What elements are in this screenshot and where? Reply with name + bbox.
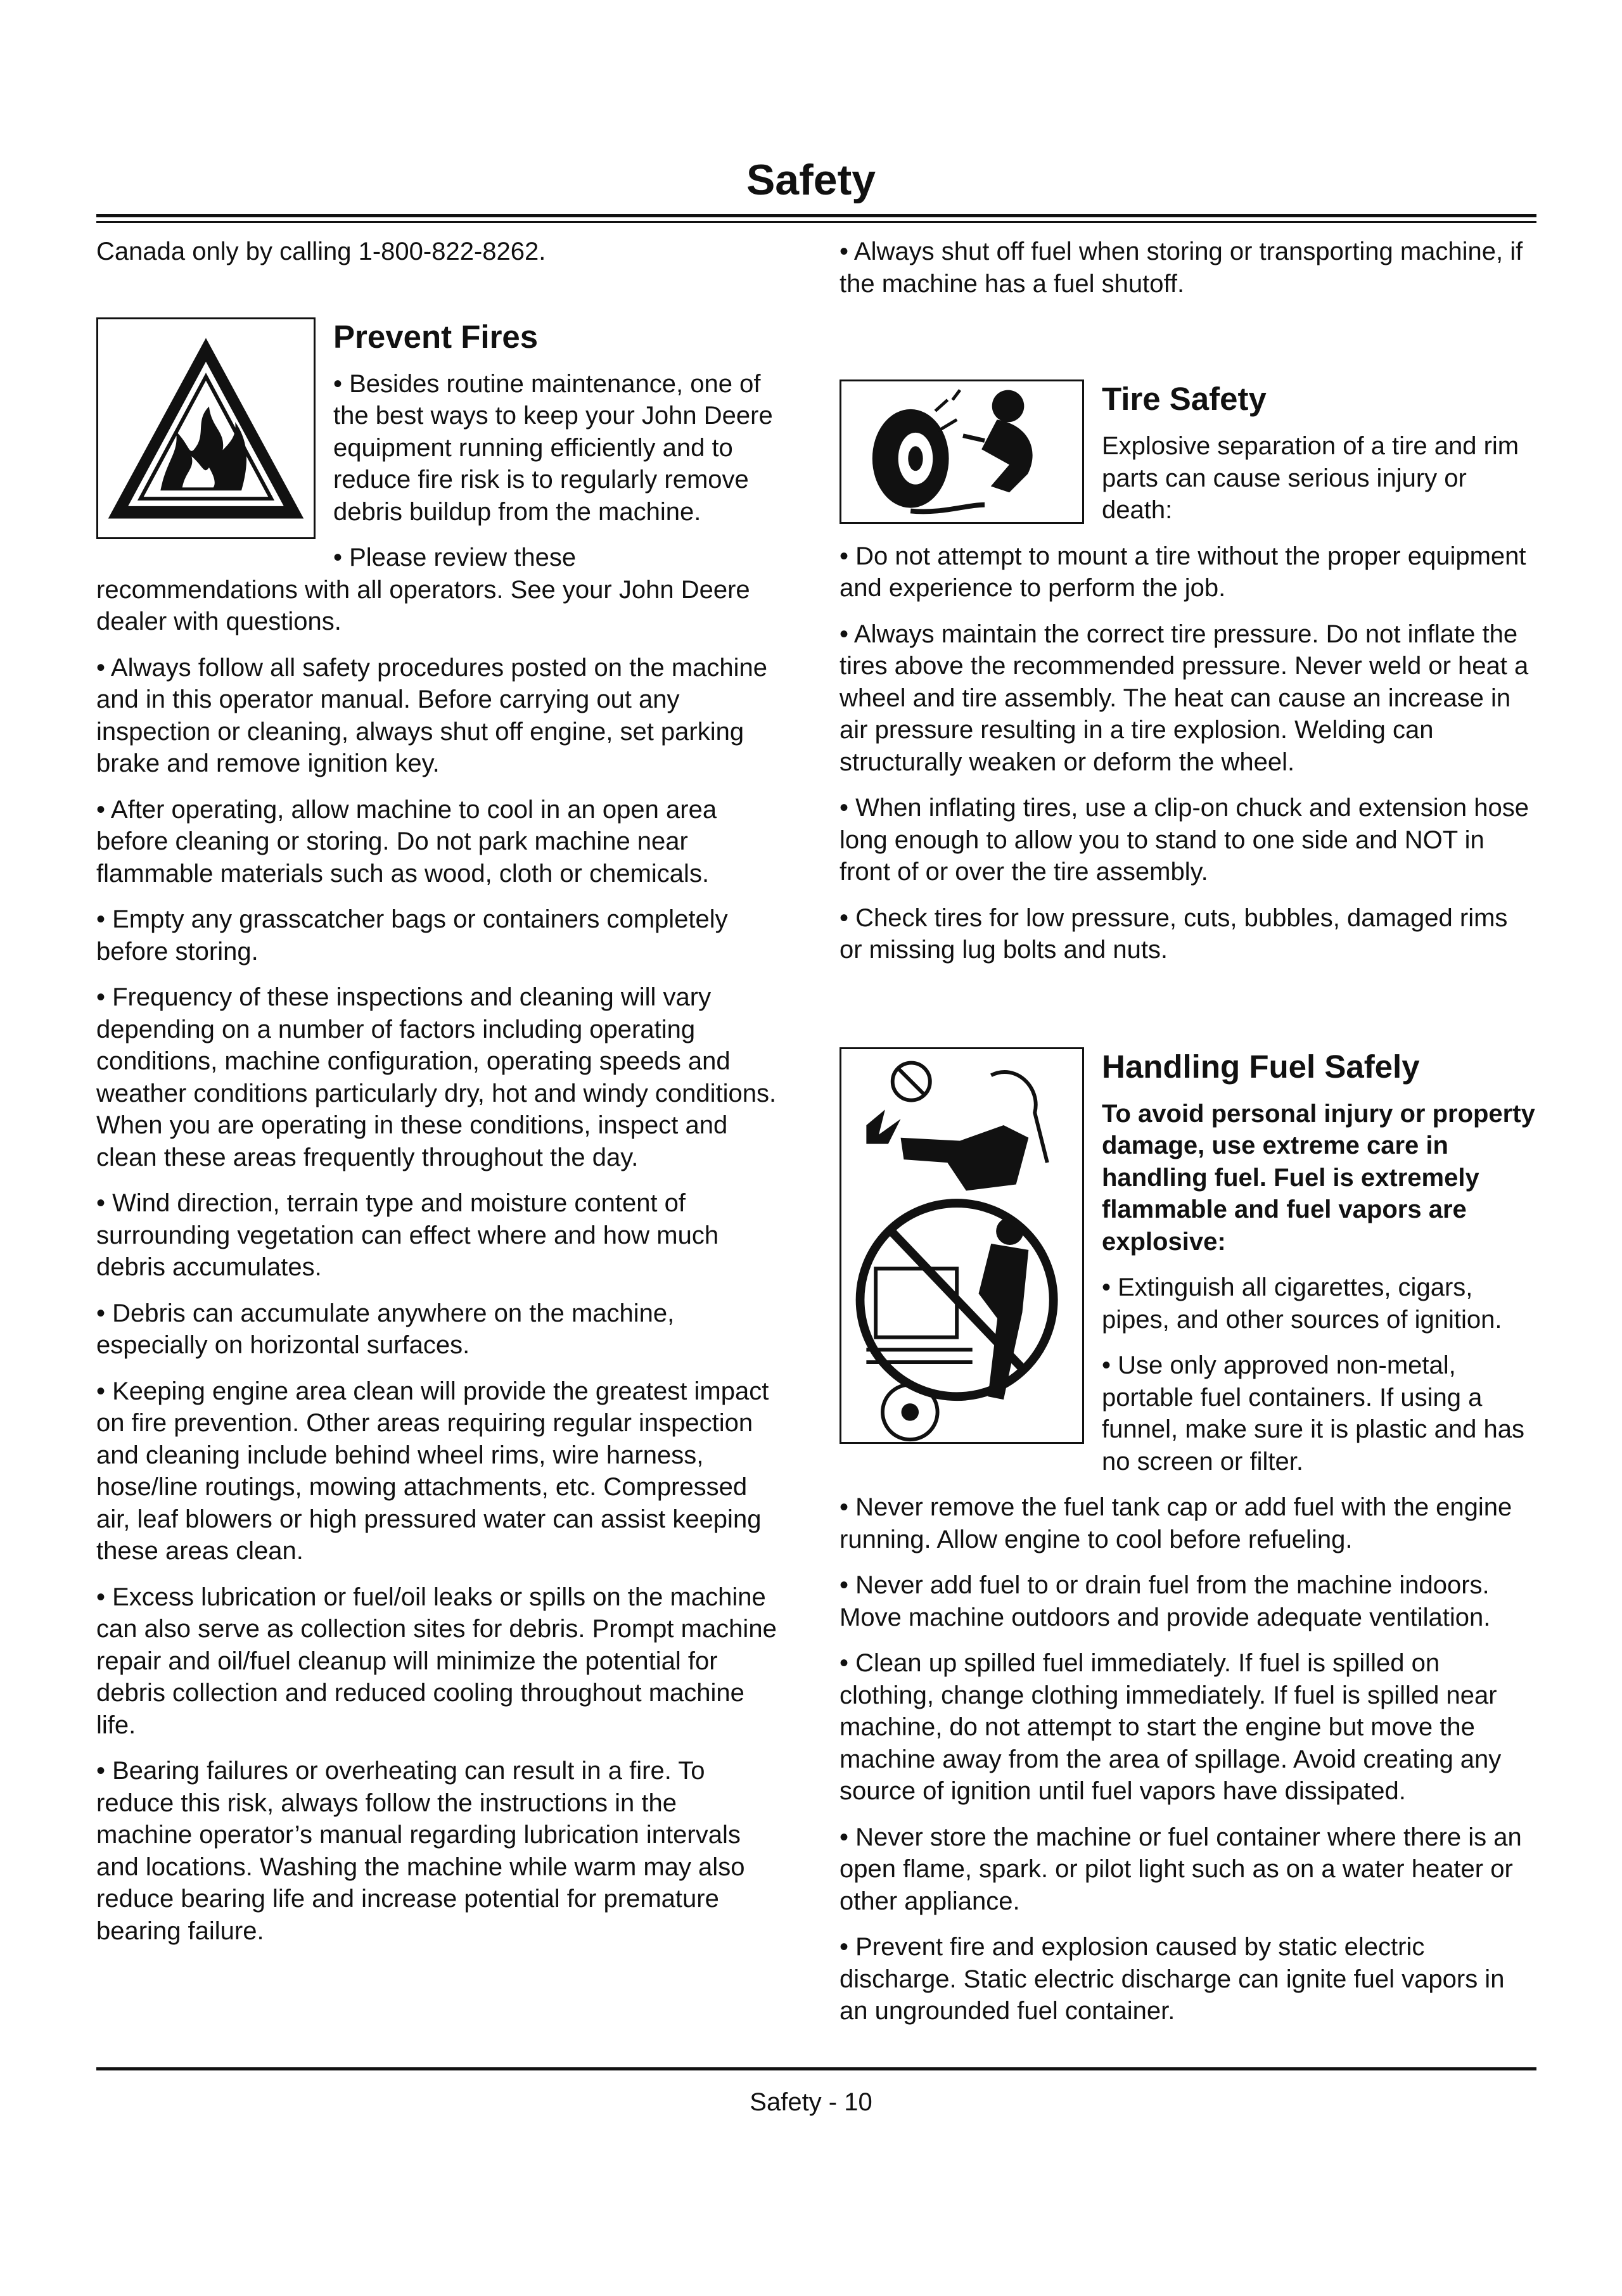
list-item: • Clean up spilled fuel immediately. If fuel is spilled on clothing, change clothing immediately. If fuel is spilled near machine, do not attempt to start the engine but move the machine away from the area of spillage. Avoid creating any source of ignition until fuel vapors have dissipated.: [840, 1649, 1502, 1805]
list-item: • Never add fuel to or drain fuel from the machine indoors. Move machine outdoors and provide adequate ventilation.: [840, 1571, 1491, 1631]
intro-text: Canada only by calling 1-800-822-8262.: [96, 238, 546, 265]
list-item: • After operating, allow machine to cool in an open area before cleaning or storing. Do not park machine near flammable materials such as wood, cloth or chemicals.: [96, 795, 717, 888]
tire-explosion-icon: [840, 379, 1084, 524]
list-item: • Always maintain the correct tire pressure. Do not inflate the tires above the recommended pressure. Never weld or heat a wheel and tire assembly. The heat can cause an increase in air pressure resulting in a tire explosion. Welding can structurally weaken or deform the wheel.: [840, 620, 1529, 776]
fuel-safety-lead: To avoid personal injury or property damage, use extreme care in handling fuel. Fuel is extremely flammable and fuel vapors are explosive:: [1102, 1099, 1535, 1256]
list-item: • Empty any grasscatcher bags or containers completely before storing.: [96, 905, 728, 966]
prevent-fires-heading: Prevent Fires: [333, 318, 539, 355]
fuel-handling-icon: [840, 1047, 1084, 1444]
intro-text: • Always shut off fuel when storing or transporting machine, if the machine has a fuel shutoff.: [840, 238, 1523, 298]
tire-safety-lead: Explosive separation of a tire and rim parts can cause serious injury or death:: [1102, 432, 1519, 524]
right-column: [840, 236, 1536, 2041]
list-item: • Extinguish all cigarettes, cigars, pipes, and other sources of ignition.: [1102, 1273, 1502, 1334]
page-number: Safety - 10: [750, 2088, 872, 2116]
list-item: • Do not attempt to mount a tire without the proper equipment and experience to perform the job.: [840, 542, 1526, 602]
list-item: • Frequency of these inspections and cleaning will vary depending on a number of factors including operating conditions, machine configuration, operating speeds and weather conditions particularly dry, hot and windy conditions. When you are operating in these conditions, inspect and clean these areas frequently throughout the day.: [96, 983, 777, 1171]
header-rule: [96, 214, 1536, 217]
fire-warning-icon: [96, 317, 316, 539]
list-item: • Please review these recommendations with all operators. See your John Deere dealer with questions.: [96, 544, 750, 635]
list-item: • Use only approved non-metal, portable fuel containers. If using a funnel, make sure it is plastic and has no screen or filter.: [1102, 1351, 1525, 1476]
header-rule-thin: [96, 221, 1536, 223]
list-item: • Wind direction, terrain type and moisture content of surrounding vegetation can effect where and how much debris accumulates.: [96, 1189, 719, 1281]
list-item: • Excess lubrication or fuel/oil leaks or spills on the machine can also serve as collection sites for debris. Prompt machine repair and oil/fuel cleanup will minimize the potential for debris collection and reduced cooling throughout machine life.: [96, 1583, 777, 1739]
left-column: [96, 236, 779, 1961]
list-item: • Debris can accumulate anywhere on the machine, especially on horizontal surfaces.: [96, 1299, 675, 1359]
list-item: • Besides routine maintenance, one of the best ways to keep your John Deere equipment running efficiently and to reduce fire risk is to regularly remove debris buildup from the machine.: [333, 369, 773, 526]
footer-rule: [96, 2067, 1536, 2070]
list-item: • Keeping engine area clean will provide the greatest impact on fire prevention. Other areas requiring regular inspection and cleaning include behind wheel rims, wire harness, hose/line routings, mowing attachments, etc. Compressed air, leaf blowers or high pressured water can assist keeping these areas clean.: [96, 1377, 769, 1565]
list-item: • When inflating tires, use a clip-on chuck and extension hose long enough to allow you to stand to one side and NOT in front of or over the tire assembly.: [840, 794, 1529, 886]
list-item: • Check tires for low pressure, cuts, bubbles, damaged rims or missing lug bolts and nuts.: [840, 903, 1508, 964]
tire-safety-heading: Tire Safety: [1102, 381, 1267, 417]
list-item: • Never store the machine or fuel container where there is an open flame, spark. or pilot light such as on a water heater or other appliance.: [840, 1823, 1522, 1915]
list-item: • Never remove the fuel tank cap or add fuel with the engine running. Allow engine to cool before refueling.: [840, 1493, 1512, 1553]
page-title: Safety: [746, 156, 876, 204]
fuel-safety-heading: Handling Fuel Safely: [1102, 1048, 1420, 1085]
list-item: • Prevent fire and explosion caused by static electric discharge. Static electric discharge can ignite fuel vapors in an ungrounded fuel container.: [840, 1933, 1505, 2025]
list-item: • Always follow all safety procedures posted on the machine and in this operator manual. Before carrying out any inspection or cleaning, always shut off engine, set parking brake and remove ignition key.: [96, 653, 768, 777]
list-item: • Bearing failures or overheating can result in a fire. To reduce this risk, always follow the instructions in the machine operator’s manual regarding lubrication intervals and locations. Washing the machine while warm may also reduce bearing life and increase potential for premature bearing failure.: [96, 1757, 745, 1945]
